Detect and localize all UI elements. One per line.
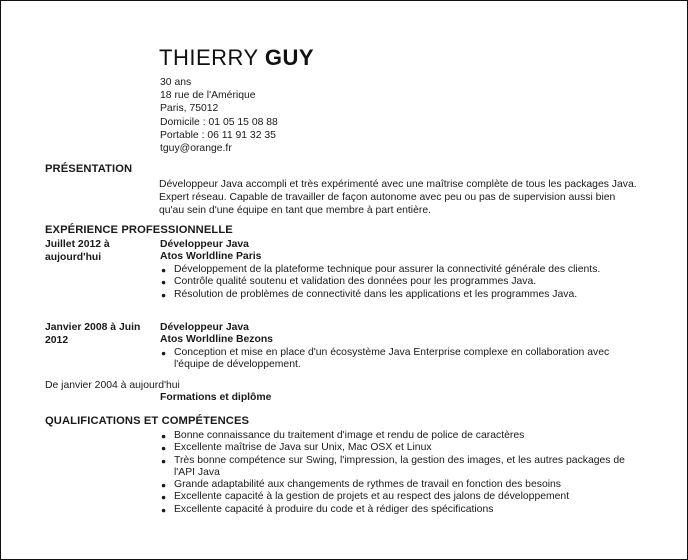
job-company: Atos Worldline Paris xyxy=(160,251,262,263)
mobile-phone: Portable : 06 11 91 32 35 xyxy=(160,129,276,141)
presentation-text: Développeur Java accompli et très expérimenté avec une maîtrise complète de tous les packages Java. Expert réseau. Capable de travailler de façon autonome avec peu ou pas de supervision aussi bien qu'au sein d'une équipe en tant que membre à part entière. xyxy=(159,179,637,216)
education-dates: De janvier 2004 à aujourd'hui xyxy=(45,380,180,391)
section-title-presentation: PRÉSENTATION xyxy=(45,163,133,175)
job-dates: Juillet 2012 à aujourd'hui xyxy=(45,239,110,263)
job-bullets xyxy=(160,264,640,301)
skill-item: ● Bonne connaissance du traitement d'image et rendu de police de caractères xyxy=(160,430,640,442)
skills-bullets xyxy=(160,430,640,516)
skill-item: ● Très bonne compétence sur Swing, l'impression, la gestion des images, et les autres packages de l'API Java xyxy=(160,455,640,480)
job-dates: Janvier 2008 à Juin 2012 xyxy=(45,322,141,346)
contact-block xyxy=(160,76,278,155)
candidate-name xyxy=(159,45,314,71)
age: 30 ans xyxy=(160,77,192,88)
education-label: Formations et diplôme xyxy=(160,392,272,403)
job-bullet: ● Développement de la plateforme technique pour assurer la connectivité générale des clients. xyxy=(160,264,640,276)
skill-item: ● Excellente capacité à la gestion de projets et au respect des jalons de développement xyxy=(160,491,640,503)
job-entry xyxy=(160,239,640,301)
street-address: 18 rue de l'Amérique xyxy=(160,90,256,102)
email-address: tguy@orange.fr xyxy=(160,143,232,155)
skill-item: ● Excellente maîtrise de Java sur Unix, Mac OSX et Linux xyxy=(160,442,640,454)
job-bullet: ● Contrôle qualité soutenu et validation des données pour les programmes Java. xyxy=(160,276,640,288)
home-phone: Domicile : 01 05 15 08 88 xyxy=(160,116,278,128)
job-role: Développeur Java xyxy=(160,322,249,333)
job-bullet: ● Résolution de problèmes de connectivité dans les applications et les programmes Java. xyxy=(160,289,640,301)
job-company: Atos Worldline Bezons xyxy=(160,334,273,346)
job-bullet: ● Conception et mise en place d'un écosystème Java Enterprise complexe en collaboration avec l'équipe de développement. xyxy=(160,347,640,372)
job-role: Développeur Java xyxy=(160,239,249,250)
skill-item: ● Excellente capacité à produire du code et à rédiger des spécifications xyxy=(160,504,640,516)
city-postcode: Paris, 75012 xyxy=(160,103,219,115)
section-title-experience: EXPÉRIENCE PROFESSIONNELLE xyxy=(45,224,233,236)
skill-item: ● Grande adaptabilité aux changements de rythmes de travail en fonction des besoins xyxy=(160,479,640,491)
job-entry xyxy=(160,322,640,372)
first-name: THIERRY xyxy=(159,45,259,70)
skills-list xyxy=(160,430,640,516)
job-bullets xyxy=(160,347,640,372)
section-title-skills: QUALIFICATIONS ET COMPÉTENCES xyxy=(45,415,250,427)
last-name: GUY xyxy=(264,45,315,70)
